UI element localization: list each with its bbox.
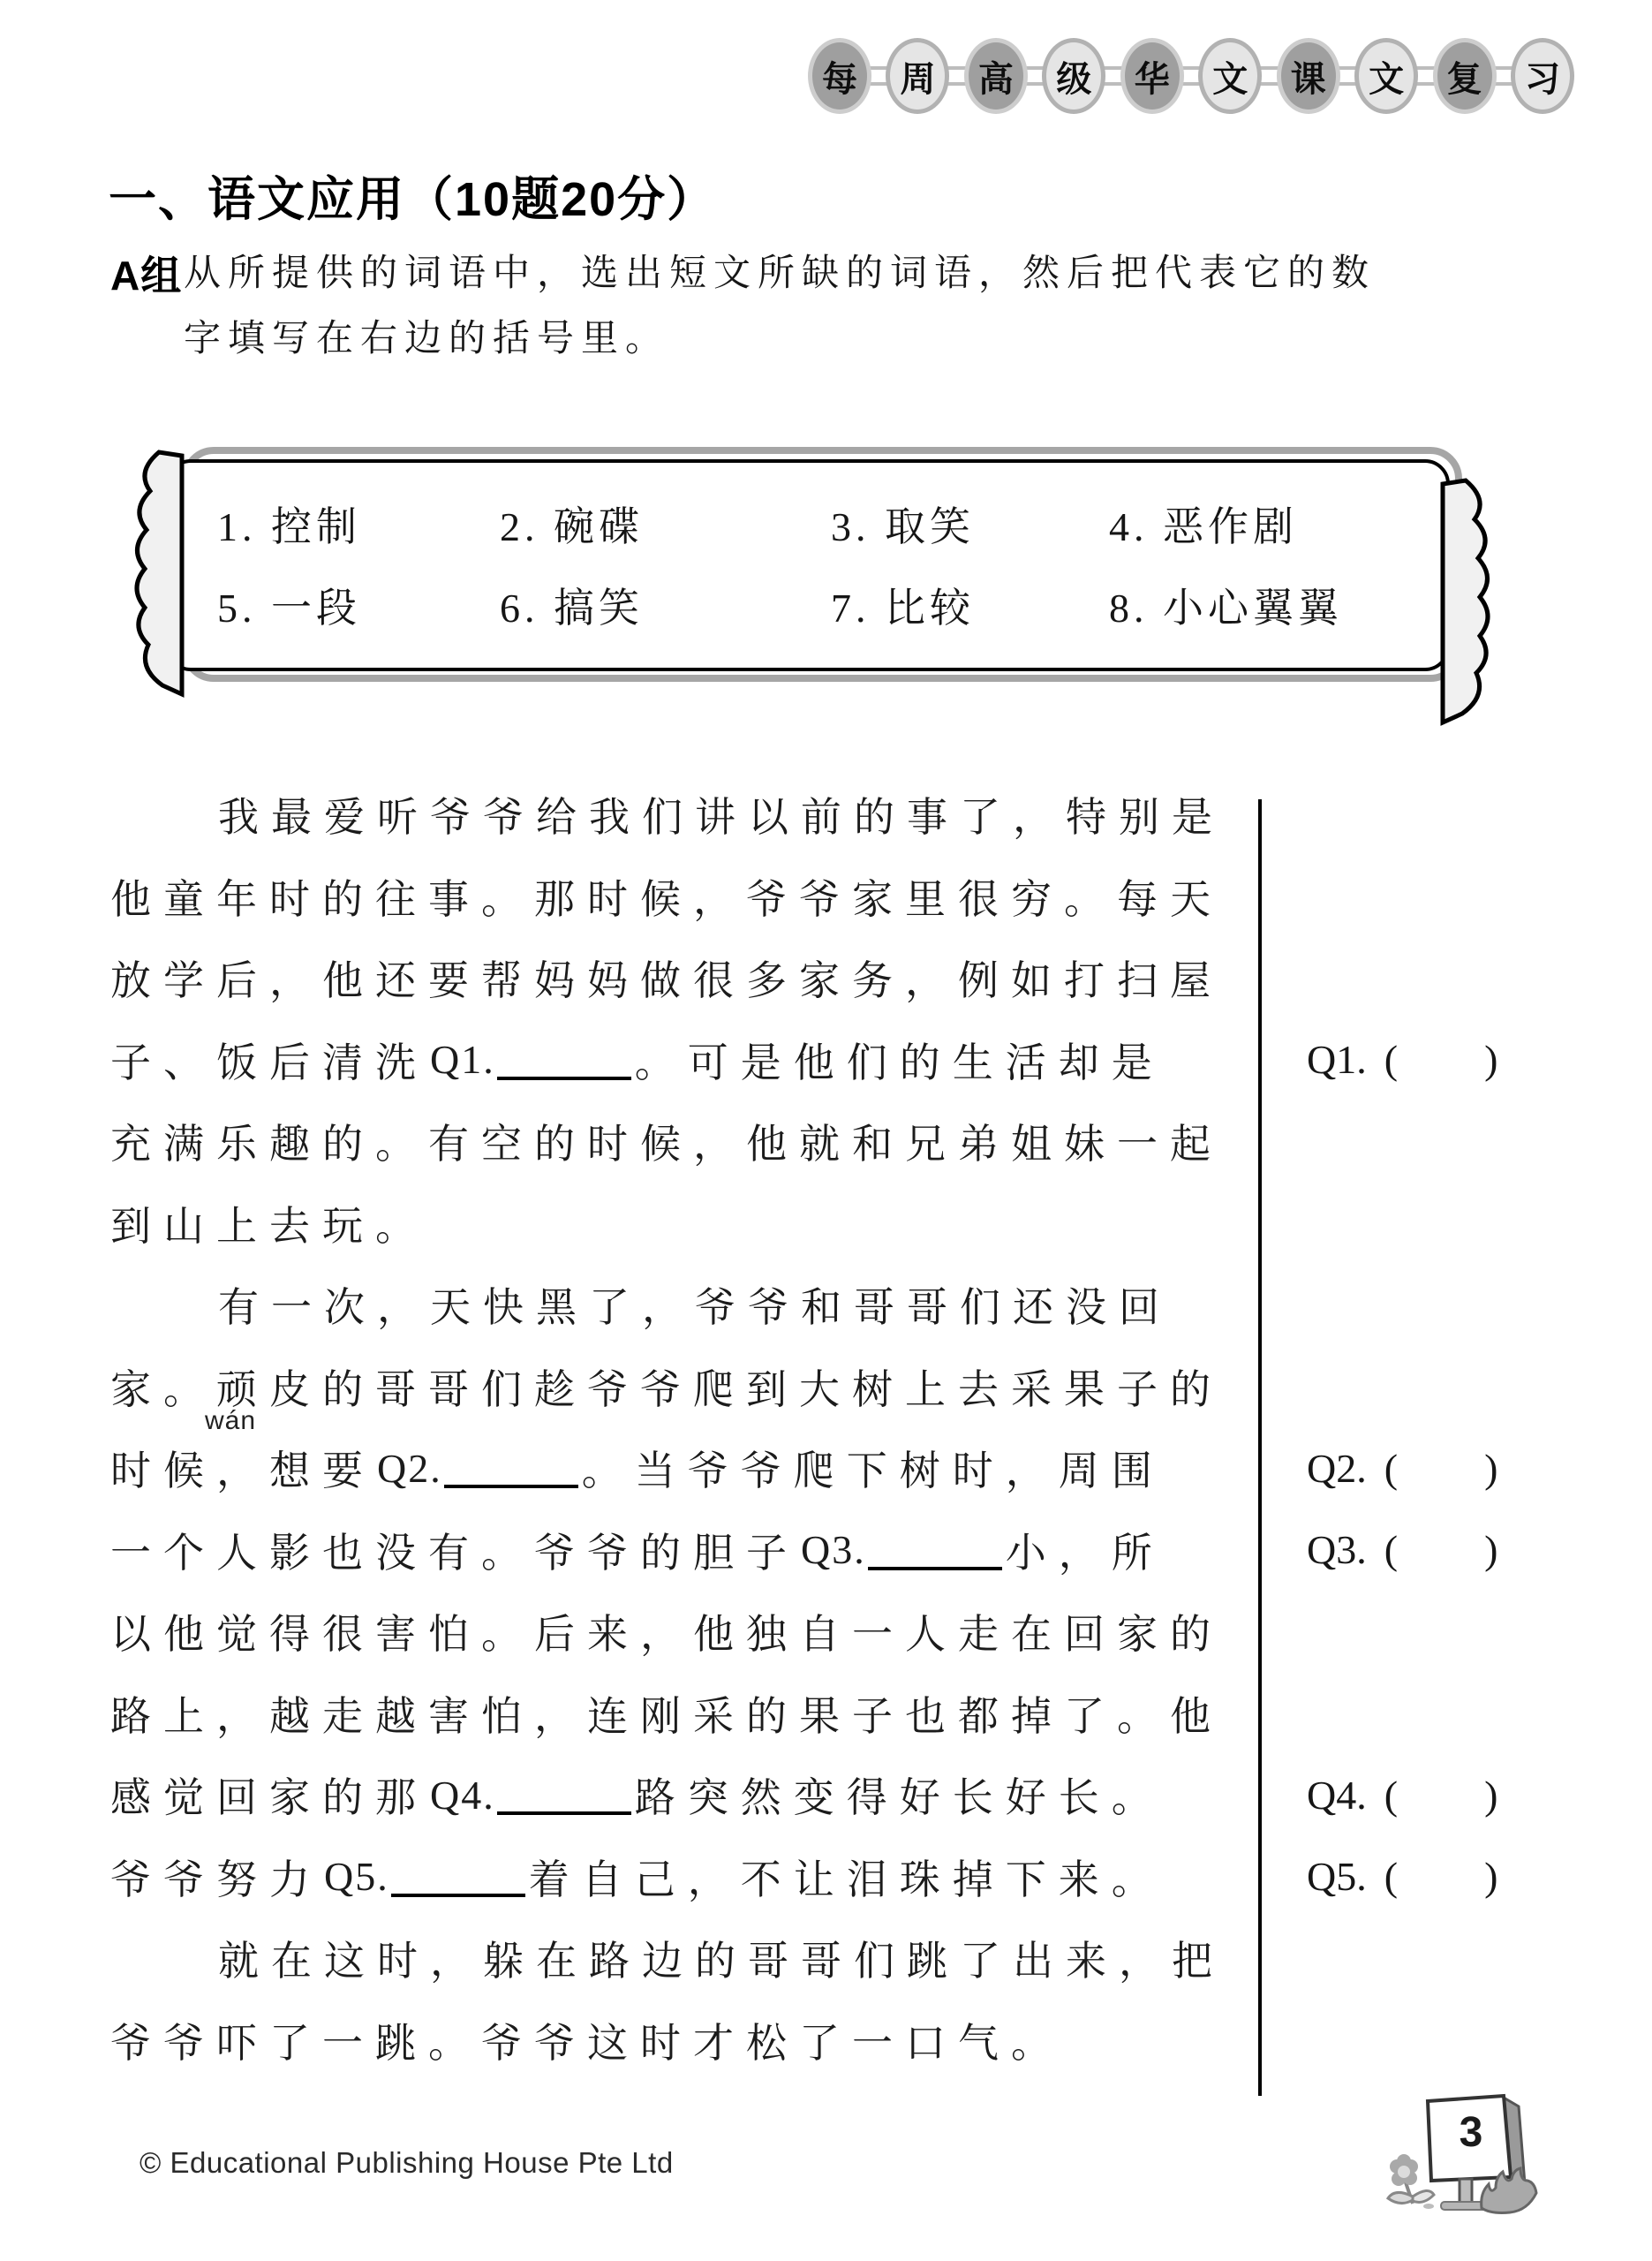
passage-text: 。当爷爷爬下树时，周围: [581, 1448, 1165, 1494]
answer-question-label: Q3.: [1307, 1527, 1367, 1573]
header-badge: 华: [1120, 38, 1184, 114]
header-badge: 文: [1354, 38, 1418, 114]
header-badge: 高: [964, 38, 1028, 114]
passage-line: [110, 1673, 1245, 1755]
answer-row: [1307, 1427, 1497, 1509]
fill-in-blank: [497, 1774, 631, 1815]
header-badge: 每: [808, 38, 871, 114]
answer-bracket-close: ): [1484, 1772, 1498, 1818]
passage-line: [110, 856, 1245, 938]
word-bank-list: [217, 495, 1432, 634]
passage-text: 子、饭后清洗: [110, 1040, 428, 1085]
answer-question-label: Q1.: [1307, 1037, 1367, 1083]
answer-bracket-close: ): [1484, 1854, 1498, 1900]
passage-text: 到山上去玩。: [110, 1203, 428, 1249]
section-title: 一、语文应用（10题20分）: [109, 173, 717, 226]
passage-line: [110, 2000, 1245, 2082]
fill-in-blank: [497, 1040, 631, 1080]
passage-text: 放学后，他还要帮妈妈做很多家务，例如打扫屋: [110, 958, 1223, 1004]
pinyin-annotation: wán: [205, 1406, 257, 1435]
passage-text: 家。顽皮的哥哥们趁爷爷爬到大树上去采果子的: [110, 1366, 1223, 1412]
answer-question-label: Q4.: [1307, 1772, 1367, 1818]
page-number: 3: [1459, 2109, 1483, 2156]
passage-text: 他童年时的往事。那时候，爷爷家里很穷。每天: [110, 876, 1223, 922]
word-bank-item: 6. 搞笑: [500, 586, 644, 631]
fill-in-blank: [444, 1448, 578, 1488]
answer-row: [1307, 1509, 1497, 1592]
question-label: Q4.: [430, 1772, 495, 1818]
header-badge: 级: [1042, 38, 1105, 114]
passage-line: [110, 1427, 1245, 1509]
header-badge: 课: [1277, 38, 1340, 114]
question-label: Q2.: [377, 1445, 442, 1491]
passage-line: [110, 1346, 1245, 1428]
answer-question-label: Q2.: [1307, 1445, 1367, 1491]
answer-bracket-close: ): [1484, 1527, 1498, 1573]
word-bank-item: 1. 控制: [217, 504, 361, 549]
passage-line: [110, 1836, 1245, 1918]
passage-text: 我最爱听爷爷给我们讲以前的事了，特别是: [218, 795, 1225, 841]
passage-line: [110, 1183, 1245, 1265]
passage-line: [110, 1019, 1245, 1101]
answer-bracket-open: (: [1384, 1854, 1399, 1900]
passage-text: 小，所: [1005, 1530, 1165, 1576]
passage-text: 感觉回家的那: [110, 1775, 428, 1821]
scroll-curl-right-icon: [1439, 477, 1496, 730]
passage-line: [110, 1509, 1245, 1592]
passage-text: 。可是他们的生活却是: [634, 1040, 1165, 1085]
copyright-text: © Educational Publishing House Pte Ltd: [140, 2146, 674, 2179]
word-bank: [166, 459, 1450, 671]
header-badge: 周: [886, 38, 949, 114]
passage-text: 爷爷吓了一跳。爷爷这时才松了一口气。: [110, 2020, 1064, 2066]
passage-text: 以他觉得很害怕。后来，他独自一人走在回家的: [110, 1612, 1223, 1658]
word-bank-item: 8. 小心翼翼: [1109, 586, 1343, 631]
answer-bracket-open: (: [1384, 1527, 1399, 1573]
fill-in-blank: [868, 1530, 1002, 1570]
instruction-line-1: 从所提供的词语中，选出短文所缺的词语，然后把代表它的数: [184, 252, 1377, 293]
word-bank-item: 5. 一段: [217, 586, 361, 631]
header-badge: 文: [1198, 38, 1262, 114]
answer-bracket-open: (: [1384, 1445, 1399, 1491]
header-badge: 习: [1511, 38, 1574, 114]
header-badge: 复: [1433, 38, 1497, 114]
passage-line: [110, 774, 1245, 856]
passage-text: 就在这时，躲在路边的哥哥们跳了出来，把: [218, 1939, 1225, 1985]
scroll-curl-left-icon: [129, 449, 185, 701]
question-label: Q1.: [430, 1037, 495, 1083]
word-bank-item: 4. 恶作剧: [1109, 504, 1298, 549]
answer-row: [1307, 1754, 1497, 1836]
passage-text: 爷爷努力: [110, 1856, 322, 1902]
answer-column-divider: [1258, 799, 1262, 2096]
passage-text: 有一次，天快黑了，爷爷和哥哥们还没回: [218, 1285, 1172, 1331]
passage-text: 路上，越走越害怕，连刚采的果子也都掉了。他: [110, 1693, 1223, 1739]
answer-bracket-open: (: [1384, 1772, 1399, 1818]
passage-line: [110, 1591, 1245, 1673]
instruction-line-2: 字填写在右边的括号里。: [184, 317, 670, 359]
passage-text: 着自己，不让泪珠掉下来。: [528, 1856, 1165, 1902]
header-title-chain: [808, 37, 1574, 115]
question-label: Q3.: [801, 1527, 866, 1573]
answer-row: [1307, 1836, 1497, 1918]
fill-in-blank: [391, 1856, 525, 1897]
word-bank-item: 3. 取笑: [831, 504, 975, 549]
flower-icon: [1388, 2154, 1434, 2204]
passage-line: [110, 937, 1245, 1019]
passage-line: [110, 1917, 1245, 2000]
passage-line: [110, 1754, 1245, 1836]
passage: [110, 774, 1245, 2081]
passage-text: 路突然变得好长好长。: [634, 1775, 1165, 1821]
question-label: Q5.: [324, 1854, 389, 1900]
answer-question-label: Q5.: [1307, 1854, 1367, 1900]
passage-text: 一个人影也没有。爷爷的胆子: [110, 1530, 799, 1576]
word-bank-item: 7. 比较: [831, 586, 975, 631]
passage-text: 时候，想要: [110, 1448, 375, 1494]
group-label: A组: [110, 253, 183, 299]
page-number-sign: [1377, 2089, 1580, 2243]
badge-row: [808, 37, 1574, 115]
passage-text: 充满乐趣的。有空的时候，他就和兄弟姐妹一起: [110, 1122, 1223, 1168]
answer-bracket-close: ): [1484, 1037, 1498, 1083]
passage-line: [110, 1264, 1245, 1346]
passage-line: [110, 1100, 1245, 1183]
answer-bracket-close: ): [1484, 1445, 1498, 1491]
answer-row: [1307, 1019, 1497, 1101]
word-bank-item: 2. 碗碟: [500, 504, 644, 549]
answer-bracket-open: (: [1384, 1037, 1399, 1083]
